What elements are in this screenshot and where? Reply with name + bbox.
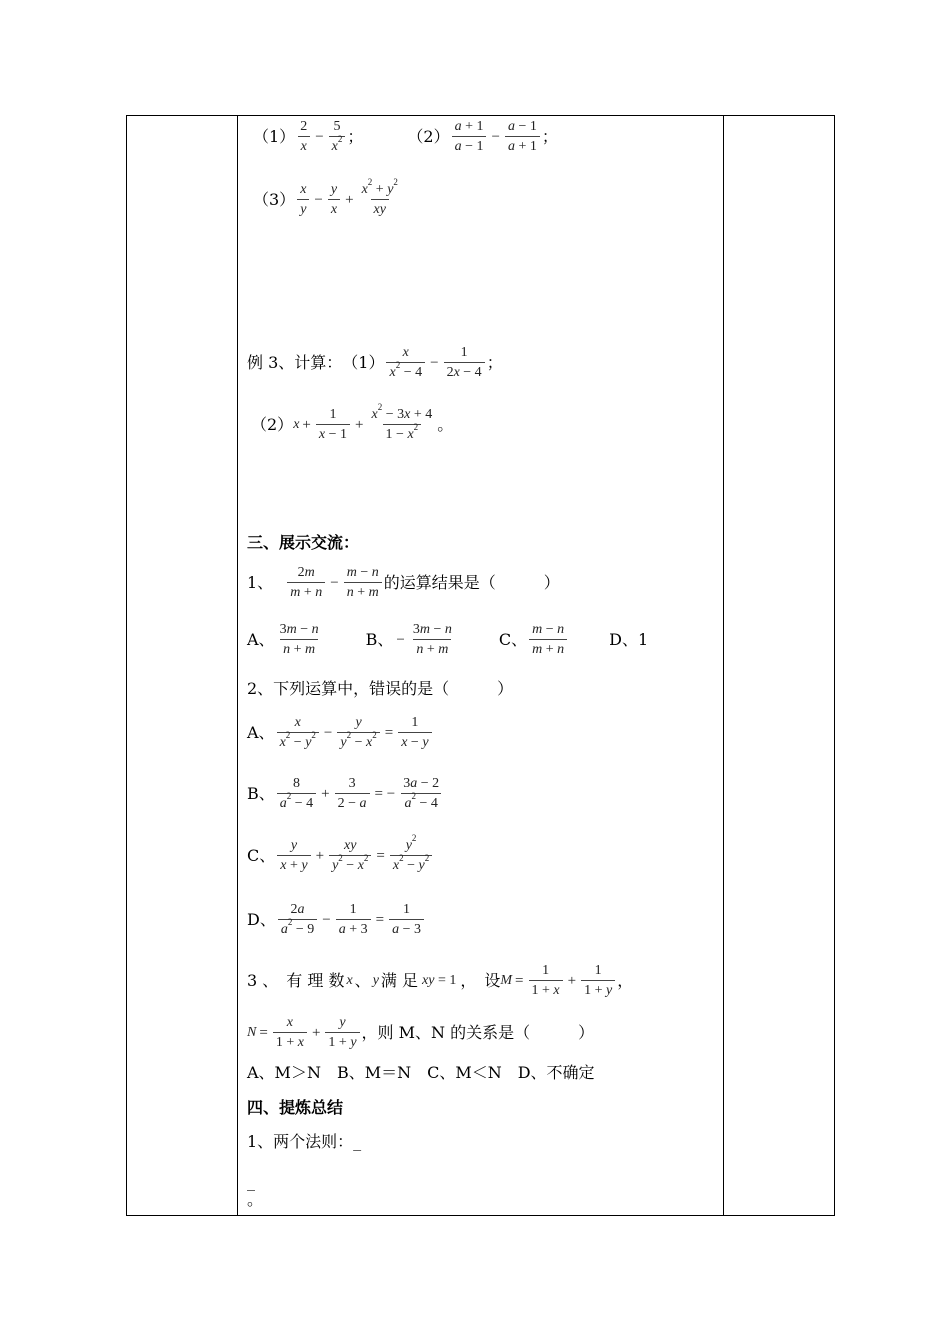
q1-option-a-formula: $\frac{3m - n}{n + m}$: [279, 622, 319, 657]
problem-2-separator: ；: [541, 126, 558, 146]
section-3-heading-row: [247, 532, 359, 554]
lesson-table: [126, 115, 835, 1216]
q2-option-b-formula: $\frac{8}{a^2 - 4}$ + $\frac{3}{2 - a}$ = − $\frac{3a - 2}{a^2 - 4}$: [275, 776, 444, 811]
q1-option-a-label: A、: [247, 629, 275, 649]
condition-xy-equals-1: xy = 1: [422, 972, 457, 988]
question-3-label: 3 、 有 理 数: [247, 970, 345, 990]
example-3-p2-formula: x + $\frac{1}{x - 1}$ + $\frac{x^2 - 3x + 4}{1 - x^2}$: [293, 402, 433, 442]
section-4-end-row: [247, 1189, 263, 1211]
content-cell: [238, 116, 724, 1216]
q2-option-c-row: [247, 833, 434, 873]
example-3-p2-end: 。: [437, 414, 454, 434]
problem-3-formula: $\frac{x}{y}$ − $\frac{y}{x}$ + $\frac{x^2 + y^2}{xy}$: [295, 182, 403, 217]
q2-option-a-formula: $\frac{x}{x^2 - y^2}$ − $\frac{y}{y^2 - x^2}$ = $\frac{1}{x - y}$: [275, 715, 434, 750]
question-3-row-1: [247, 963, 633, 998]
question-1-label: 1、: [247, 572, 274, 592]
q2-option-b-label: B、: [247, 783, 275, 803]
example-3-title: 例 3、计算：: [247, 352, 343, 372]
question-3-options-row: [247, 1062, 595, 1084]
q2-option-c-label: C、: [247, 845, 276, 865]
section-4-blank: _: [247, 1172, 255, 1191]
q1-option-b-label: B、: [365, 629, 394, 649]
variable-x: x: [346, 972, 353, 988]
q1-option-c-formula: $\frac{m - n}{m + n}$: [527, 622, 569, 657]
question-2-row: [247, 678, 513, 700]
question-3-row-2: [247, 1015, 594, 1050]
problem-1-formula: $\frac{2}{x}$ − $\frac{5}{x^2}$: [295, 119, 347, 154]
question-2-text: 2、下列运算中，错误的是（ ）: [247, 679, 514, 698]
q2-option-c-formula: $\frac{y}{x + y}$ + $\frac{xy}{y^2 - x^2}$ = $\frac{y^2}{x^2 - y^2}$: [275, 838, 434, 873]
problem-1-separator: ；: [347, 126, 364, 146]
example-3-row-2: [247, 402, 454, 442]
problem-2-formula: $\frac{a + 1}{a - 1}$ − $\frac{a - 1}{a + 1}$: [450, 119, 542, 154]
right-column-cell: [724, 116, 835, 1216]
q2-option-d-formula: $\frac{2a}{a^2 - 9}$ − $\frac{1}{a + 3}$ = $\frac{1}{a - 3}$: [276, 902, 426, 937]
section-4-item-1: 1、两个法则：_: [247, 1132, 362, 1151]
problem-1-label: （1）: [253, 126, 296, 146]
question-1-text: 的运算结果是（ ）: [383, 572, 560, 592]
section-4-heading: 四、提炼总结: [247, 1098, 344, 1117]
q2-option-d-row: [247, 902, 426, 937]
problem-3-label: （3）: [253, 189, 296, 209]
question-1-options-row: [247, 622, 648, 657]
definition-N: N = $\frac{x}{1 + x}$ + $\frac{y}{1 + y}$: [247, 1015, 362, 1050]
question-3-options: A、M＞N B、M＝N C、M＜N D、不确定: [247, 1063, 595, 1082]
section-4-heading-row: [247, 1097, 343, 1119]
question-3-set: ， 设: [460, 970, 501, 990]
example-3-p1-separator: ；: [486, 352, 503, 372]
left-column-cell: [127, 116, 238, 1216]
question-3-and: 、: [354, 970, 371, 990]
variable-y: y: [372, 972, 379, 988]
question-3-comma: ，: [617, 970, 634, 990]
q1-option-c-label: C、: [498, 629, 528, 649]
question-1-formula: $\frac{2m}{m + n}$ − $\frac{m - n}{n + m}$: [285, 565, 384, 600]
example-3-row-1: [247, 345, 503, 380]
example-3-p1-formula: $\frac{x}{x^2 - 4}$ − $\frac{1}{2x - 4}$: [384, 345, 486, 380]
section-3-heading: 三、展示交流：: [247, 533, 360, 552]
q2-option-b-row: [247, 776, 444, 811]
problem-row-1: [247, 119, 558, 154]
question-3-relation: ，则 M、N 的关系是（ ）: [361, 1022, 595, 1042]
q1-option-d: D、1: [609, 629, 649, 649]
q2-option-d-label: D、: [247, 909, 276, 929]
q2-option-a-row: [247, 715, 434, 750]
question-3-satisfy: 满 足: [380, 970, 418, 990]
section-4-item-1-row: [247, 1131, 361, 1153]
example-3-p1-label: （1）: [342, 352, 385, 372]
section-4-end: 。: [247, 1190, 264, 1209]
q2-option-a-label: A、: [247, 722, 275, 742]
problem-2-label: （2）: [407, 126, 450, 146]
example-3-p2-label: （2）: [251, 414, 294, 434]
definition-M: M = $\frac{1}{1 + x}$ + $\frac{1}{1 + y}$: [500, 963, 617, 998]
q1-option-b-formula: − $\frac{3m - n}{n + m}$: [396, 622, 452, 657]
question-1-row: [247, 565, 560, 600]
problem-row-3: [247, 177, 403, 217]
